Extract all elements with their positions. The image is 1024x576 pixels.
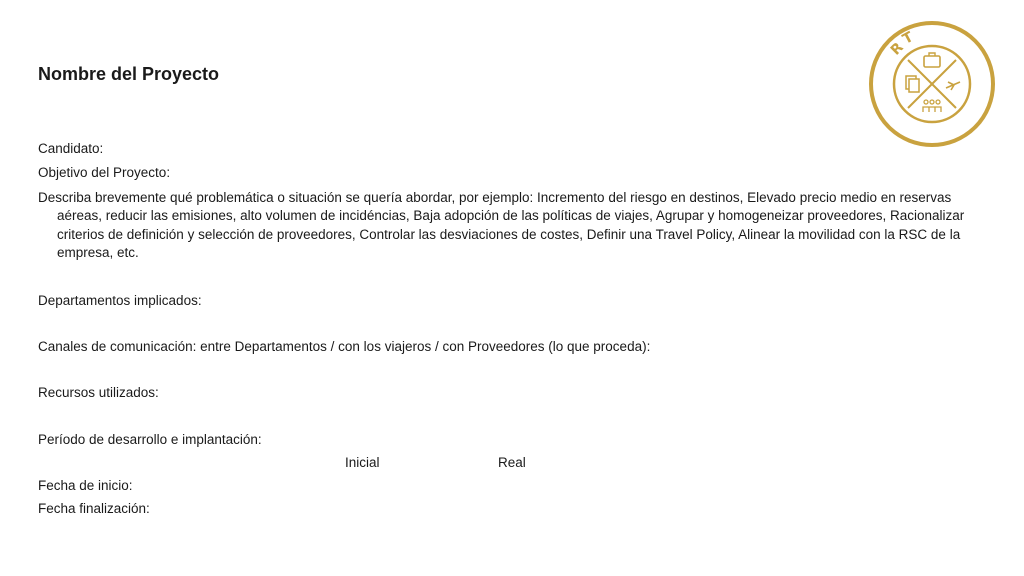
periodo-label: Período de desarrollo e implantación:	[38, 432, 262, 447]
svg-text:R: R	[887, 39, 907, 59]
svg-text:T: T	[900, 29, 917, 48]
descripcion-text: Describa brevemente qué problemática o situación se quería abordar, por ejemplo: Incremento del riesgo en destinos, Elevado precio medio en reservas aéreas, reducir las emisiones, alto volumen de incidéncias, Baja adopción de las políticas de viajes, Agrupar y homogeneizar proveedores, Racionalizar criterios de definición y selección de proveedores, Controlar las desviaciones de costes, Definir una Travel Policy, Alinear la movilidad con la RSC de la empresa, etc.	[38, 190, 965, 260]
fecha-inicio-label: Fecha de inicio:	[38, 478, 133, 493]
column-real: Real	[498, 455, 526, 470]
canales-label: Canales de comunicación: entre Departamentos / con los viajeros / con Proveedores (lo que proceda):	[38, 339, 651, 354]
candidato-label: Candidato:	[38, 141, 104, 156]
departamentos-label: Departamentos implicados:	[38, 293, 202, 308]
page-title: Nombre del Proyecto	[38, 64, 220, 84]
recursos-label: Recursos utilizados:	[38, 385, 159, 400]
column-inicial: Inicial	[345, 455, 380, 470]
ibta-premios-logo	[868, 20, 996, 148]
fecha-fin-label: Fecha finalización:	[38, 501, 150, 516]
objetivo-label: Objetivo del Proyecto:	[38, 165, 171, 180]
